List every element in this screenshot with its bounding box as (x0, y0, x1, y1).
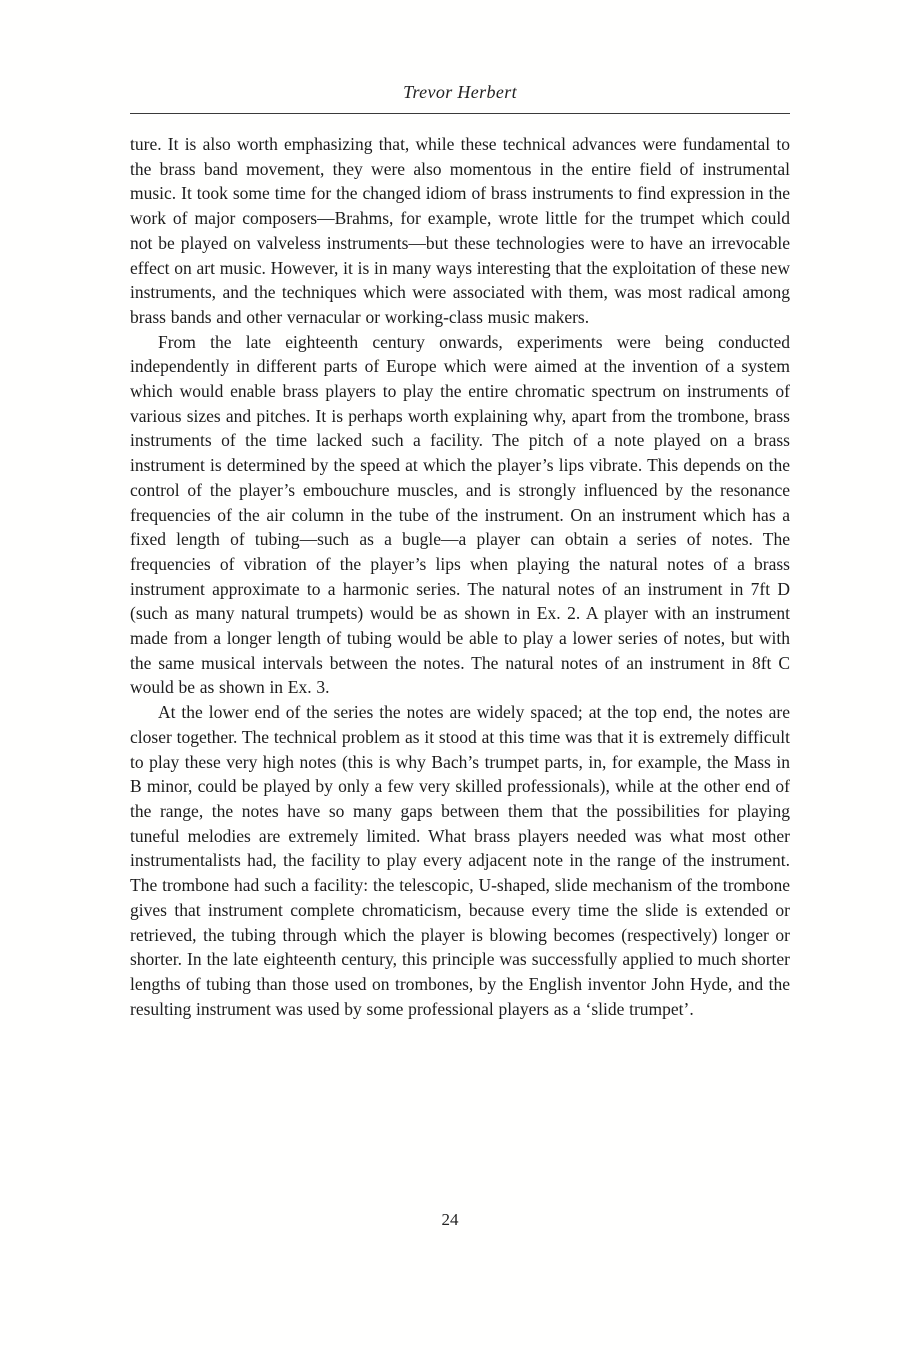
page-number: 24 (441, 1210, 459, 1229)
paragraph: ture. It is also worth emphasizing that, while these technical advances were fundamental to the brass band movement, they were also momentous in the entire field of instrumental music. It took some time for the changed idiom of brass instruments to find expression in the work of major composers—Brahms, for example, wrote little for the trumpet which could not be played on valveless instruments—but these technologies were to have an irrevocable effect on art music. However, it is in many ways interesting that the exploitation of these new instruments, and the techniques which were associated with them, was most radical among brass bands and other vernacular or working-class music makers. (130, 134, 790, 327)
text-column (130, 0, 790, 1021)
body-text (130, 132, 790, 1021)
paragraph: At the lower end of the series the notes are widely spaced; at the top end, the notes are closer together. The technical problem as it stood at this time was that it is extremely difficult to play these very high notes (this is why Bach’s trumpet parts, in, for example, the Mass in B minor, could be played by only a few very skilled professionals), while at the other end of the range, the notes have so many gaps between them that the possibilities for playing tuneful melodies are extremely limited. What brass players needed was what most other instrumentalists had, the facility to play every adjacent note in the range of the instrument. The trombone had such a facility: the telescopic, U-shaped, slide mechanism of the trombone gives that instrument complete chromaticism, because every time the slide is extended or retrieved, the tubing through which the player is blowing becomes (respectively) longer or shorter. In the late eighteenth century, this principle was successfully applied to much shorter lengths of tubing than those used on trombones, by the English inventor John Hyde, and the resulting instrument was used by some professional players as a ‘slide trumpet’. (130, 702, 790, 1019)
running-header: Trevor Herbert (403, 82, 517, 102)
paragraph: From the late eighteenth century onwards, experiments were being conducted independently in different parts of Europe which were aimed at the invention of a system which would enable brass players to play the entire chromatic spectrum on instruments of various sizes and pitches. It is perhaps worth explaining why, apart from the trombone, brass instruments of the time lacked such a facility. The pitch of a note played on a brass instrument is determined by the speed at which the player’s lips vibrate. This depends on the control of the player’s embouchure muscles, and is strongly influenced by the resonance frequencies of the air column in the tube of the instrument. On an instrument which has a fixed length of tubing—such as a bugle—a player can obtain a series of notes. The frequencies of vibration of the player’s lips when playing the natural notes of a brass instrument approximate to a harmonic series. The natural notes of an instrument in 7ft D (such as many natural trumpets) would be as shown in Ex. 2. A player with an instrument made from a longer length of tubing would be able to play a lower series of notes, but with the same musical intervals between the notes. The natural notes of an instrument in 8ft C would be as shown in Ex. 3. (130, 331, 790, 698)
header-divider (130, 113, 790, 114)
